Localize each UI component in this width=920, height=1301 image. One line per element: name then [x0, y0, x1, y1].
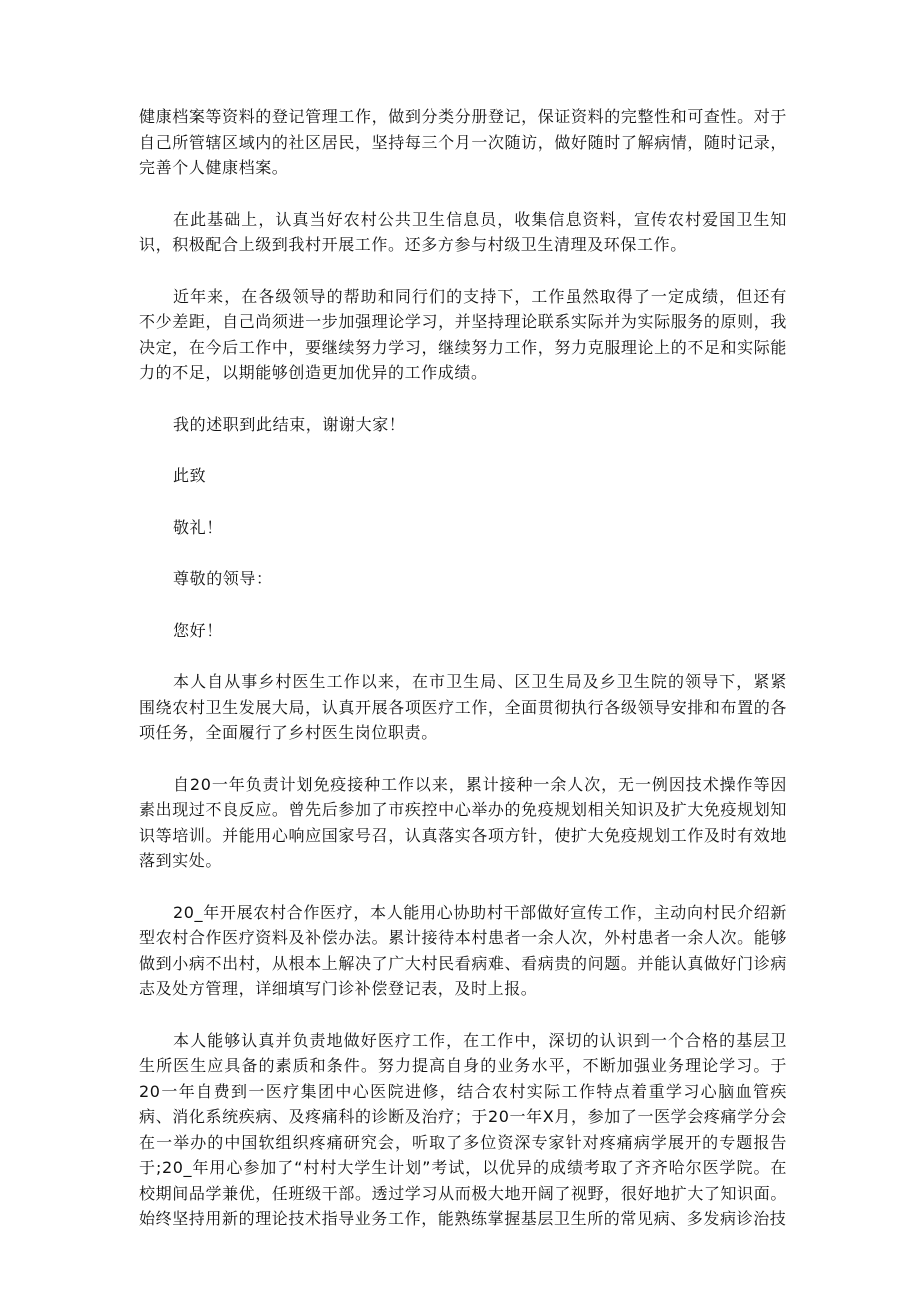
paragraph-public-health: 在此基础上，认真当好农村公共卫生信息员，收集信息资料，宣传农村爱国卫生知识，积极配合上级到我村开展工作。还多方参与村级卫生清理及环保工作。 — [139, 209, 787, 254]
salutation-cizhi: 此致 — [173, 466, 207, 485]
paragraph-village-doctor: 本人自从事乡村医生工作以来，在市卫生局、区卫生局及乡卫生院的领导下，紧紧围绕农村卫生发展大局，认真开展各项医疗工作，全面贯彻执行各级领导安排和布置的各项任务，全面履行了乡村医生岗位职责。 — [139, 672, 787, 742]
paragraph-recent-years: 近年来，在各级领导的帮助和同行们的支持下，工作虽然取得了一定成绩，但还有不少差距，自己尚须进一步加强理论学习，并坚持理论联系实际并为实际服务的原则，我决定，在今后工作中，要继续努力学习，继续努力工作，努力克服理论上的不足和实际能力的不足，以期能够创造更加优异的工作成绩。 — [139, 286, 787, 382]
paragraph-cooperative-medical: 20_年开展农村合作医疗，本人能用心协助村干部做好宣传工作，主动向村民介绍新型农村合作医疗资料及补偿办法。累计接待本村患者一余人次，外村患者一余人次。能够做到小病不出村，从根本上解决了广大村民看病难、看病贵的问题。并能认真做好门诊病志及处方管理，详细填写门诊补偿登记表，及时上报。 — [139, 902, 787, 998]
paragraph-health-records: 健康档案等资料的登记管理工作，做到分类分册登记，保证资料的完整性和可查性。对于自己所管辖区域内的社区居民，坚持每三个月一次随访，做好随时了解病情，随时记录，完善个人健康档案。 — [139, 107, 787, 177]
paragraph-immunization: 自20一年负责计划免疫接种工作以来，累计接种一余人次，无一例因技术操作等因素出现过不良反应。曾先后参加了市疾控中心举办的免疫规划相关知识及扩大免疫规划知识等培训。并能用心响应国家号召，认真落实各项方针，使扩大免疫规划工作及时有效地落到实处。 — [139, 774, 787, 870]
paragraph-medical-work: 本人能够认真并负责地做好医疗工作，在工作中，深切的认识到一个合格的基层卫生所医生应具备的素质和条件。努力提高自身的业务水平，不断加强业务理论学习。于20一年自费到一医疗集团中心医院进修，结合农村实际工作特点着重学习心脑血管疾病、消化系统疾病、及疼痛科的诊断及治疗；于20一年X月，参加了一医学会疼痛学分会在一举办的中国软组织疼痛研究会，听取了多位资深专家针对疼痛病学展开的专题报告于;20_年用心参加了“村村大学生计划”考试，以优异的成绩考取了齐齐哈尔医学院。在校期间品学兼优，任班级干部。透过学习从而极大地开阔了视野，很好地扩大了知识面。始终坚持用新的理论技术指导业务工作，能熟练掌握基层卫生所的常见病、多发病诊治技 — [139, 1030, 787, 1228]
greeting-leaders: 尊敬的领导： — [173, 569, 273, 588]
salutation-jingli: 敬礼！ — [173, 517, 223, 537]
greeting-hello: 您好！ — [173, 620, 223, 640]
closing-remark: 我的述职到此结束，谢谢大家！ — [173, 414, 406, 434]
document-body — [139, 104, 787, 1258]
